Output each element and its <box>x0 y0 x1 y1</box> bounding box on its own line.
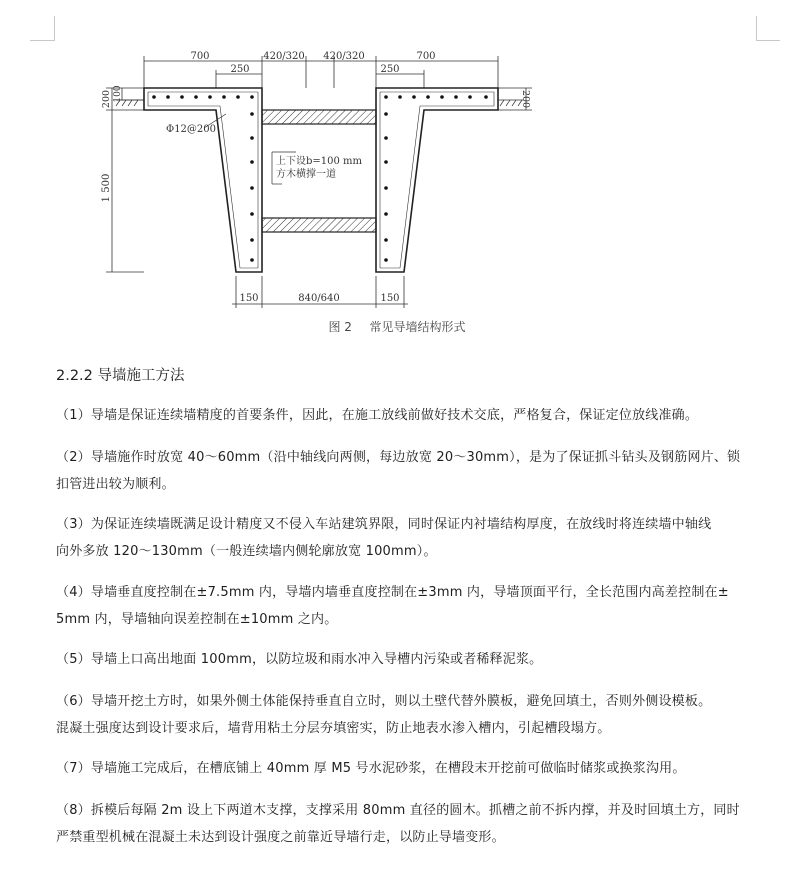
paragraph-line: （6）导墙开挖土方时，如果外侧土体能保持垂直自立时，则以土壁代替外膜板，避免回填土，否则外侧设模板。 <box>56 694 712 709</box>
paragraph-line: （3）为保证连续墙既满足设计精度又不侵入车站建筑界限，同时保证内衬墙结构厚度，在放线时将连续墙中轴线 <box>56 517 712 532</box>
paragraph-4 <box>56 579 746 633</box>
paragraph-line: （8）拆模后每隔 2m 设上下两道木支撑，支撑采用 80mm 直径的圆木。抓槽之前不拆内撑，并及时回填土方，同时 <box>56 803 740 818</box>
dim-top-left-700: 700 <box>190 51 210 62</box>
paragraph-line: （2）导墙施作时放宽 40～60mm（沿中轴线向两侧，每边放宽 20～30mm），是为了保证抓斗钻头及钢筋网片、锁 <box>56 450 741 465</box>
paragraph-5 <box>56 646 746 673</box>
right-guide-wall <box>376 88 498 272</box>
paragraph-7 <box>56 755 746 782</box>
dim-bottom-mid: 840/640 <box>298 293 340 304</box>
paragraph-8 <box>56 797 746 851</box>
paragraph-3 <box>56 511 746 565</box>
upper-wood-strut <box>262 110 376 124</box>
paragraph-line: 向外多放 120～130mm（一般连续墙内侧轮廓放宽 100mm）。 <box>56 544 437 559</box>
paragraph-line: 严禁重型机械在混凝土未达到设计强度之前靠近导墙行走，以防止导墙变形。 <box>56 830 505 845</box>
paragraph-line: 扣管进出较为顺利。 <box>56 477 175 492</box>
caption-number: 图 2 <box>328 320 352 334</box>
strut-note-line2: 方木横撑一道 <box>276 169 336 180</box>
dim-left-100: 100 <box>113 85 123 103</box>
paragraph-line: 混凝土强度达到设计要求后，墙背用粘土分层夯填密实，防止地表水渗入槽内，引起槽段塌方。 <box>56 721 611 736</box>
dim-top-mid-right: 420/320 <box>323 51 365 62</box>
rebar-label: Φ12@200 <box>166 124 217 135</box>
caption-title: 常见导墙结构形式 <box>369 320 466 334</box>
right-guide-wall-inner <box>380 92 494 268</box>
dim-bottom-right-150: 150 <box>380 293 400 304</box>
lower-wood-strut <box>262 218 376 232</box>
left-guide-wall-inner <box>148 92 258 268</box>
dim-top-right-250: 250 <box>380 64 400 75</box>
crop-mark-top-right-h <box>756 40 780 41</box>
dim-left-1500: 1 500 <box>101 173 112 203</box>
paragraph-line: （1）导墙是保证连续墙精度的首要条件，因此，在施工放线前做好技术交底，严格复合，保证定位放线准确。 <box>56 408 699 423</box>
strut-note-line1: 上下设b=100 mm <box>276 156 363 167</box>
paragraph-line: （7）导墙施工完成后，在槽底铺上 40mm 厚 M5 号水泥砂浆，在槽段末开挖前可做临时储浆或换浆沟用。 <box>56 761 686 776</box>
paragraph-line: （5）导墙上口高出地面 100mm，以防垃圾和雨水冲入导槽内污染或者稀释泥浆。 <box>56 652 543 667</box>
dim-right-200: 200 <box>520 89 531 109</box>
paragraph-1 <box>56 402 746 429</box>
crop-mark-top-left-v <box>54 16 55 41</box>
dim-top-right-700: 700 <box>416 51 436 62</box>
dim-top-left-250: 250 <box>230 64 250 75</box>
paragraph-line: （4）导墙垂直度控制在±7.5mm 内，导墙内墙垂直度控制在±3mm 内，导墙顶面平行，全长范围内高差控制在± <box>56 585 729 600</box>
figure-caption <box>0 318 794 335</box>
guide-wall-diagram <box>96 48 548 310</box>
crop-mark-top-right-v <box>756 16 757 41</box>
crop-mark-top-left-h <box>30 40 54 41</box>
ground-hatching <box>116 100 524 106</box>
dim-top-mid-left: 420/320 <box>263 51 305 62</box>
section-heading: 2.2.2 导墙施工方法 <box>56 368 185 384</box>
dim-left-200: 200 <box>101 89 112 109</box>
left-guide-wall <box>144 88 262 272</box>
dim-bottom-left-150: 150 <box>239 293 259 304</box>
paragraph-line: 5mm 内，导墙轴向误差控制在±10mm 之内。 <box>56 612 338 627</box>
paragraph-2 <box>56 444 746 498</box>
paragraph-6 <box>56 688 746 742</box>
